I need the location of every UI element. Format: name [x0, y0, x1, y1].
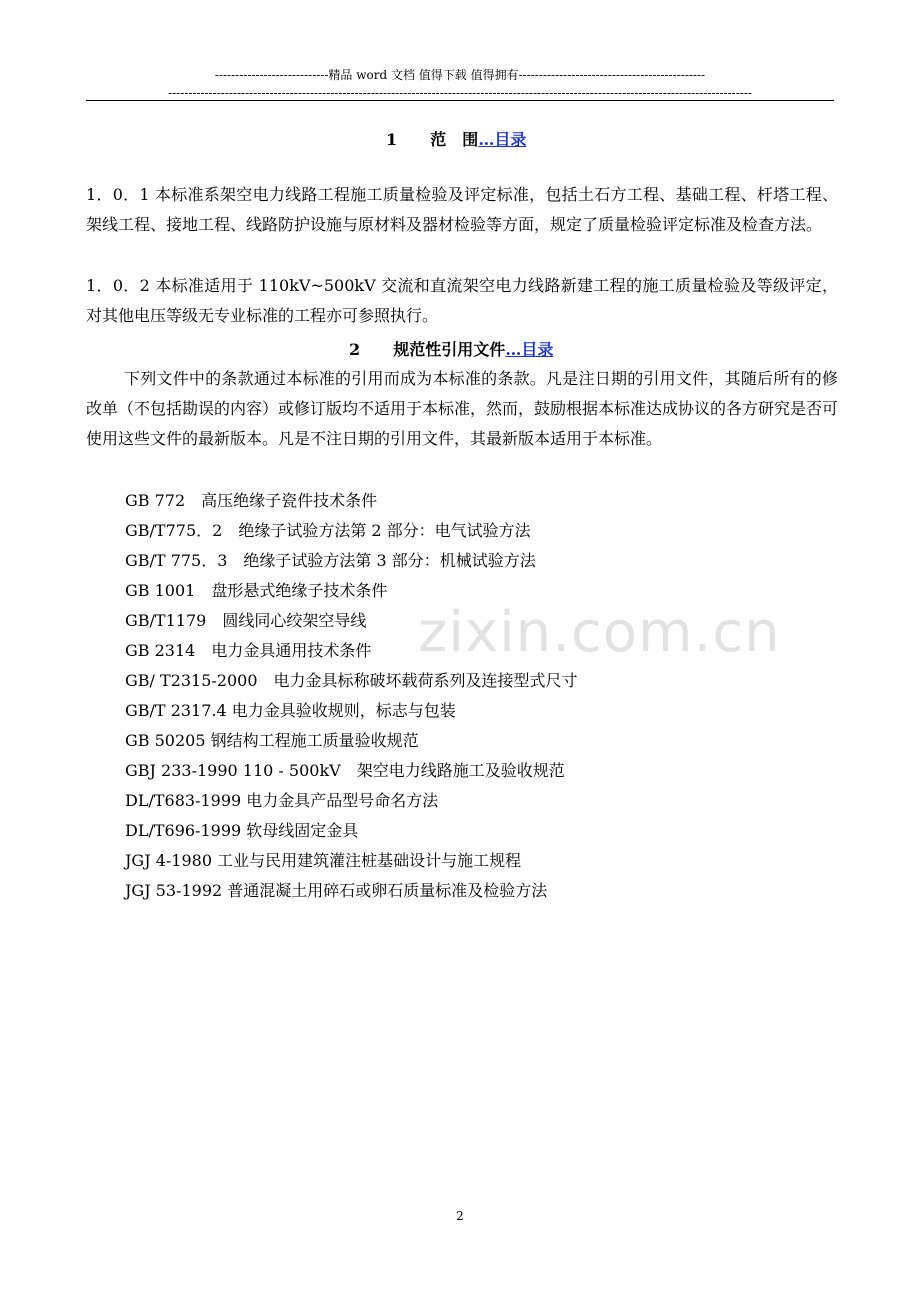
reference-item: GB 1001 盘形悬式绝缘子技术条件 [125, 581, 388, 600]
watermark: zixin.com.cn [418, 600, 781, 665]
page-header-dashes: ------------------------------------------------------------------------------------------------------------------------------------------------ [168, 86, 752, 100]
page-header-banner: ----------------------------精品 word 文档 值得下载 值得拥有---------------------------------------------- [214, 68, 706, 82]
section-1-number: 1 [386, 130, 398, 149]
page-number: 2 [456, 1209, 464, 1223]
section-2-number: 2 [349, 340, 361, 359]
reference-item: GB 2314 电力金具通用技术条件 [125, 641, 372, 660]
reference-item: GBJ 233-1990 110 - 500kV 架空电力线路施工及验收规范 [125, 761, 565, 780]
section-2-title: 规范性引用文件 [393, 340, 506, 359]
toc-link-1[interactable]: …目录 [478, 130, 527, 149]
reference-item: DL/T696-1999 软母线固定金具 [125, 821, 359, 840]
intro-paragraph: 下列文件中的条款通过本标准的引用而成为本标准的条款。凡是注日期的引用文件，其随后所有的修改单（不包括勘误的内容）或修订版均不适用于本标准，然而，鼓励根据本标准达成协议的各方研究是否可使用这些文件的最新版本。凡是不注日期的引用文件，其最新版本适用于本标准。 [86, 369, 839, 448]
reference-item: GB/T775．2 绝缘子试验方法第 2 部分：电气试验方法 [125, 521, 531, 540]
reference-item: GB 50205 钢结构工程施工质量验收规范 [125, 731, 419, 750]
reference-item: JGJ 4-1980 工业与民用建筑灌注桩基础设计与施工规程 [125, 851, 522, 870]
header-rule [86, 100, 834, 101]
section-1-title: 范 围 [430, 130, 479, 149]
clause-1-0-2: 1．0．2 本标准适用于 110kV~500kV 交流和直流架空电力线路新建工程的施工质量检验及等级评定，对其他电压等级无专业标准的工程亦可参照执行。 [86, 276, 838, 325]
reference-item: DL/T683-1999 电力金具产品型号命名方法 [125, 791, 439, 810]
toc-link-2[interactable]: …目录 [505, 340, 554, 359]
section-2-heading [349, 337, 553, 360]
clause-1-0-1: 1．0．1 本标准系架空电力线路工程施工质量检验及评定标准，包括土石方工程、基础工程、杆塔工程、架线工程、接地工程、线路防护设施与原材料及器材检验等方面，规定了质量检验评定标准及检查方法。 [86, 185, 838, 234]
reference-item: GB 772 高压绝缘子瓷件技术条件 [125, 491, 378, 510]
section-1-heading [386, 127, 526, 150]
reference-item: JGJ 53-1992 普通混凝土用碎石或卵石质量标准及检验方法 [125, 881, 548, 900]
reference-item: GB/T1179 圆线同心绞架空导线 [125, 611, 367, 630]
reference-item: GB/T 775．3 绝缘子试验方法第 3 部分：机械试验方法 [125, 551, 536, 570]
reference-item: GB/ T2315-2000 电力金具标称破坏载荷系列及连接型式尺寸 [125, 671, 578, 690]
reference-item: GB/T 2317.4 电力金具验收规则，标志与包装 [125, 701, 456, 720]
